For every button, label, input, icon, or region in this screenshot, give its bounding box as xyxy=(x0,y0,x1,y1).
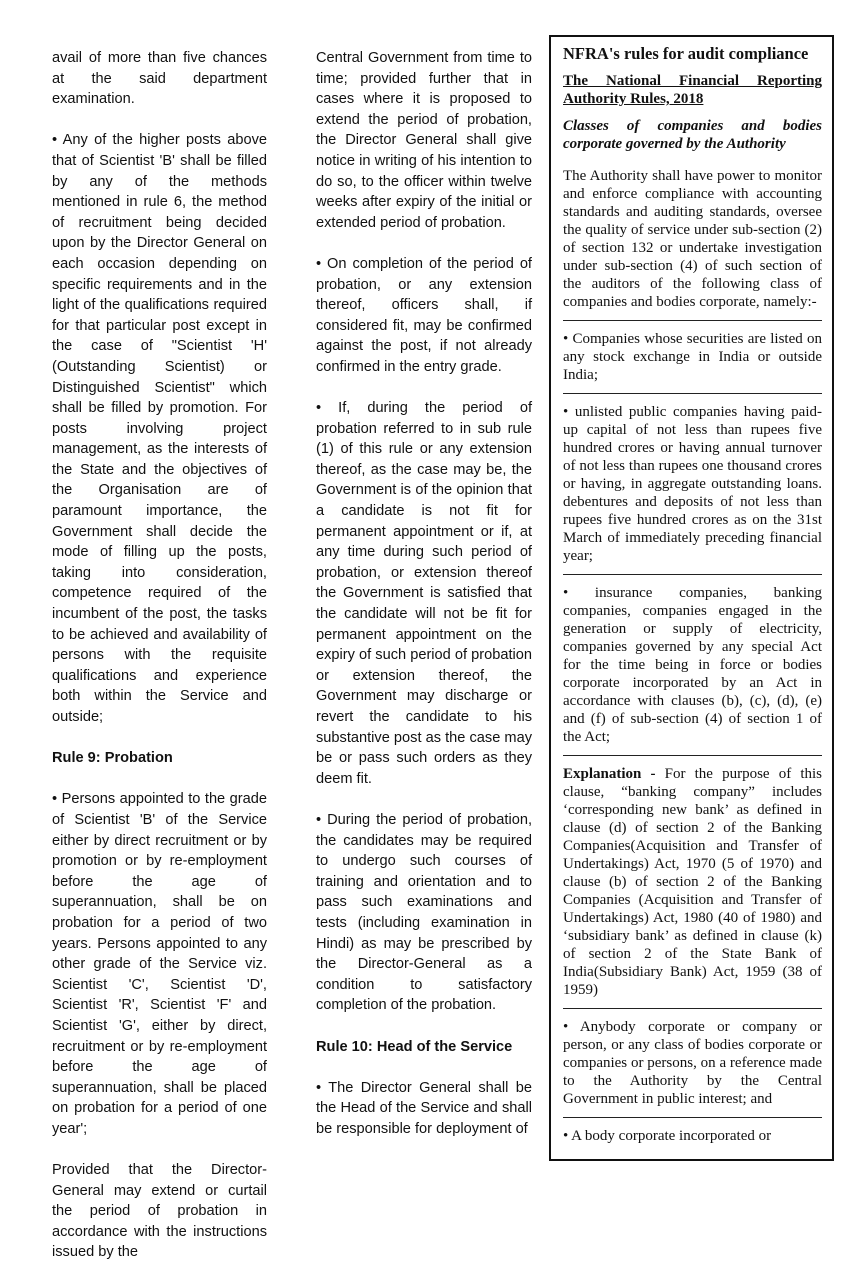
higher-posts-paragraph: • Any of the higher posts above that of Scientist 'B' shall be filled by any of the methods mentioned in rule 6, the method of recruitment being decided upon by the Director General on each occasion depending on specific requirements and in the light of the qualifications required for that particular post except in the case of "Scientist 'H' (Outstanding Scientist) or Distinguished Scientist" which shall be filled by promotion. For posts involving project management, as the interests of the State and the objectives of the Organisation are of paramount importance, the Government shall decide the mode of filling up the posts, taking into consideration, competence required of the incumbent of the post, the tasks to be achieved and availability of persons with the requisite qualifications and experience both within the Service and outside; xyxy=(52,132,267,725)
divider xyxy=(563,1117,822,1118)
divider xyxy=(563,393,822,394)
rule-10-heading: Rule 10: Head of the Service xyxy=(316,1038,513,1055)
sidebar-item-body-corporate: • A body corporate incorporated or xyxy=(563,1128,772,1144)
provided-paragraph: Provided that the Director-General may extend or curtail the period of probation in accordance with the instructions issued by the xyxy=(52,1162,267,1261)
sidebar-title: NFRA's rules for audit compliance xyxy=(563,44,809,63)
explanation-label: Explanation - xyxy=(563,766,656,782)
sidebar-item-insurance: • insurance companies, banking companies, companies engaged in the generation or supply of electricity, companies governed by any special Act for the time being in force or bodies corporate incorporated by an Act in accordance with clauses (b), (c), (d), (e) and (f) of sub-section (4) of section 1 of the Act; xyxy=(563,585,822,745)
sidebar-item-listed: • Companies whose securities are listed on any stock exchange in India or outside India; xyxy=(563,331,822,383)
divider xyxy=(563,574,822,575)
rule-9-heading: Rule 9: Probation xyxy=(52,750,173,767)
sidebar-item-unlisted: • unlisted public companies having paid-up capital of not less than rupees five hundred crores or having annual turnover of not less than rupees one thousand crores or having, in aggregate outstanding loans. debentures and deposits of not less than rupees five hundred crores as on the 31st March of immediately preceding financial year; xyxy=(563,404,822,564)
continuation-text: Central Government from time to time; provided further that in cases where it is proposed to extend the period of probation, the Director General shall give notice in writing of his intention to do so, to the officer within twelve weeks after expiry of the initial or extended period of probation. xyxy=(316,50,532,231)
head-of-service-paragraph: • The Director General shall be the Head of the Service and shall be responsible for deployment of xyxy=(316,1079,532,1137)
sidebar-intro: The Authority shall have power to monitor and enforce compliance with accounting standards and auditing standards, oversee the quality of service under sub-section (2) of section 132 or undertake investigation under sub-section (4) of such section of the auditors of the following class of companies and bodies corporate, namely:- xyxy=(563,168,822,310)
completion-paragraph: • On completion of the period of probation, or any extension thereof, officers shall, if considered fit, may be confirmed against the post, if not already confirmed in the entry grade. xyxy=(316,255,532,375)
sidebar-explanation xyxy=(563,765,822,999)
divider xyxy=(563,755,822,756)
divider xyxy=(563,320,822,321)
continuation-text: avail of more than five chances at the said department examination. xyxy=(52,50,267,108)
middle-column xyxy=(316,48,532,1160)
sidebar-section-heading: Classes of companies and bodies corporate governed by the Authority xyxy=(563,118,822,152)
nfra-sidebar-box xyxy=(549,35,834,1161)
persons-appointed-paragraph: • Persons appointed to the grade of Scientist 'B' of the Service either by direct recruitment or by promotion or by re-employment before the age of superannuation, shall be on probation for a period of two years. Persons appointed to any other grade of the Service viz. Scientist 'C', Scientist 'D', Scientist 'R', Scientist 'F' and Scientist 'G', either by direct, recruitment or by re-employment before the age of superannuation, shall be placed on probation for a period of one year'; xyxy=(52,791,267,1137)
if-during-paragraph: • If, during the period of probation referred to in sub rule (1) of this rule or any extension thereof, as the case may be, the Government is of the opinion that a candidate is not fit for permanent appointment or if, at any time during such period of probation, or extension thereof the Government is satisfied that the candidate will not be fit for permanent appointment on the expiry of such period of probation or extension thereof, the Government may discharge or revert the candidate to his substantive post as the case may be or pass such orders as they deem fit. xyxy=(316,400,532,787)
sidebar-subtitle: The National Financial Reporting Authority Rules, 2018 xyxy=(563,73,822,107)
during-period-paragraph: • During the period of probation, the candidates may be required to undergo such courses of training and orientation and to pass such examinations and tests (including examination in Hindi) as may be prescribed by the Director-General as a condition to satisfactory completion of the probation. xyxy=(316,811,532,1014)
divider xyxy=(563,1008,822,1009)
sidebar-item-anybody: • Anybody corporate or company or person, or any class of bodies corporate or companies or persons, on a reference made to the Authority by the Central Government in public interest; and xyxy=(563,1019,822,1107)
left-column xyxy=(52,48,267,1284)
explanation-text: For the purpose of this clause, “banking company” includes ‘corresponding new bank’ as defined in clause (d) of section 2 of the Banking Companies(Acquisition and Transfer of Undertakings) Act, 1970 (5 of 1970) and clause (b) of section 2 of the Banking Companies (Acquisition and Transfer of Undertakings) Act, 1980 (40 of 1980) and ‘subsidiary bank’ as defined in clause (k) of section 2 of the State Bank of India(Subsidiary Bank) Act, 1959 (38 of 1959) xyxy=(563,766,822,998)
